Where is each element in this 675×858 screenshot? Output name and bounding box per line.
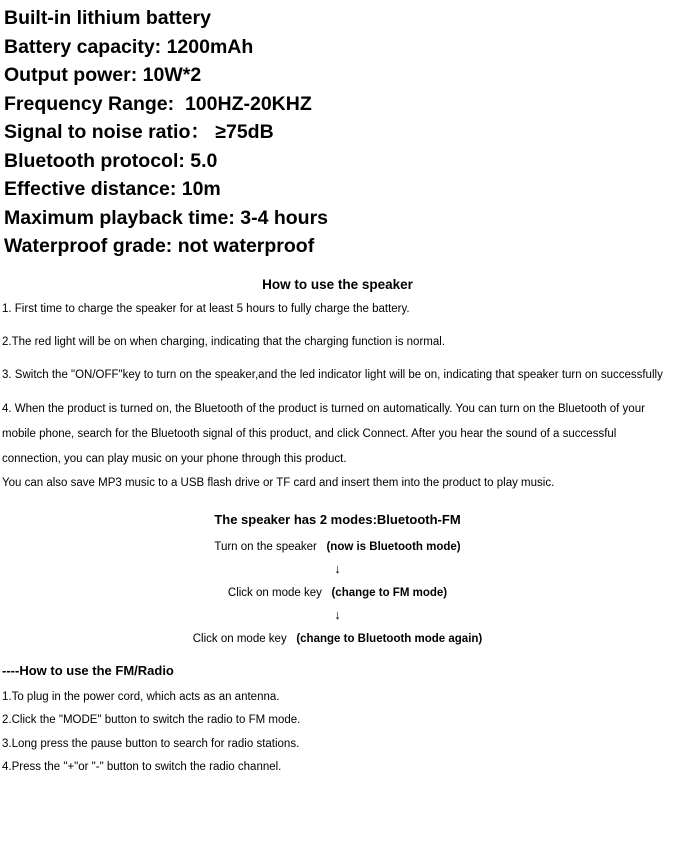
mode-flow-step-2-state: (change to FM mode) [331,586,448,599]
mode-flow-step-1-state: (now is Bluetooth mode) [326,540,461,553]
spec-line-battery-type: Built-in lithium battery [4,7,211,29]
down-arrow-icon-2: ↓ [334,606,341,622]
how-to-use-step-5: You can also save MP3 music to a USB flash drive or TF card and insert them into the product to play music. [2,476,555,489]
mode-flow-step-3 [0,633,675,645]
mode-flow-step-3-state: (change to Bluetooth mode again) [296,632,483,645]
spec-line-battery-capacity: Battery capacity: 1200mAh [4,35,254,58]
mode-flow-step-1 [0,541,675,553]
how-to-use-step-1: 1. First time to charge the speaker for at least 5 hours to fully charge the battery. [2,302,410,315]
fm-radio-step-3: 3.Long press the pause button to search for radio stations. [2,737,300,750]
spec-line-frequency-range: Frequency Range: 100HZ-20KHZ [4,92,312,115]
mode-flow-step-2 [0,587,675,599]
how-to-use-step-2: 2.The red light will be on when charging, indicating that the charging function is normal. [2,335,446,348]
mode-flow-step-2-text: Click on mode key [227,586,322,599]
fm-radio-heading: ----How to use the FM/Radio [2,662,174,678]
specifications-list [0,0,675,261]
spec-line-playback-time: Maximum playback time: 3-4 hours [4,206,329,229]
fm-radio-step-2: 2.Click the "MODE" button to switch the radio to FM mode. [2,714,301,726]
modes-heading: The speaker has 2 modes:Bluetooth-FM [214,511,461,527]
spec-line-waterproof-grade: Waterproof grade: not waterproof [4,235,315,257]
fm-radio-step-4: 4.Press the "+"or "-" button to switch the radio channel. [2,761,282,773]
how-to-use-step-3: 3. Switch the "ON/OFF"key to turn on the speaker,and the led indicator light will be on, indicating that speaker turn on successfully [2,368,663,381]
mode-flow-step-1-text: Turn on the speaker [214,540,317,553]
how-to-use-steps [0,298,675,494]
mode-flow-step-3-text: Click on mode key [192,632,287,645]
fm-radio-steps [0,686,675,780]
spec-line-effective-distance: Effective distance: 10m [4,178,221,200]
fm-radio-step-1: 1.To plug in the power cord, which acts as an antenna. [2,690,280,703]
spec-line-bluetooth-protocol: Bluetooth protocol: 5.0 [4,149,218,172]
down-arrow-icon-1: ↓ [334,560,341,576]
how-to-use-step-4: 4. When the product is turned on, the Bluetooth of the product is turned on automatically. You can turn on the Bluetooth of your mobile phone, search for the Bluetooth signal of this product, and click Connect. After you hear the sound of a successful connection, you can play music on your phone through this product. [2,402,645,465]
spec-line-output-power: Output power: 10W*2 [4,64,202,86]
how-to-use-heading: How to use the speaker [262,276,413,292]
spec-line-signal-to-noise: Signal to noise ratio： ≥75dB [4,121,274,143]
